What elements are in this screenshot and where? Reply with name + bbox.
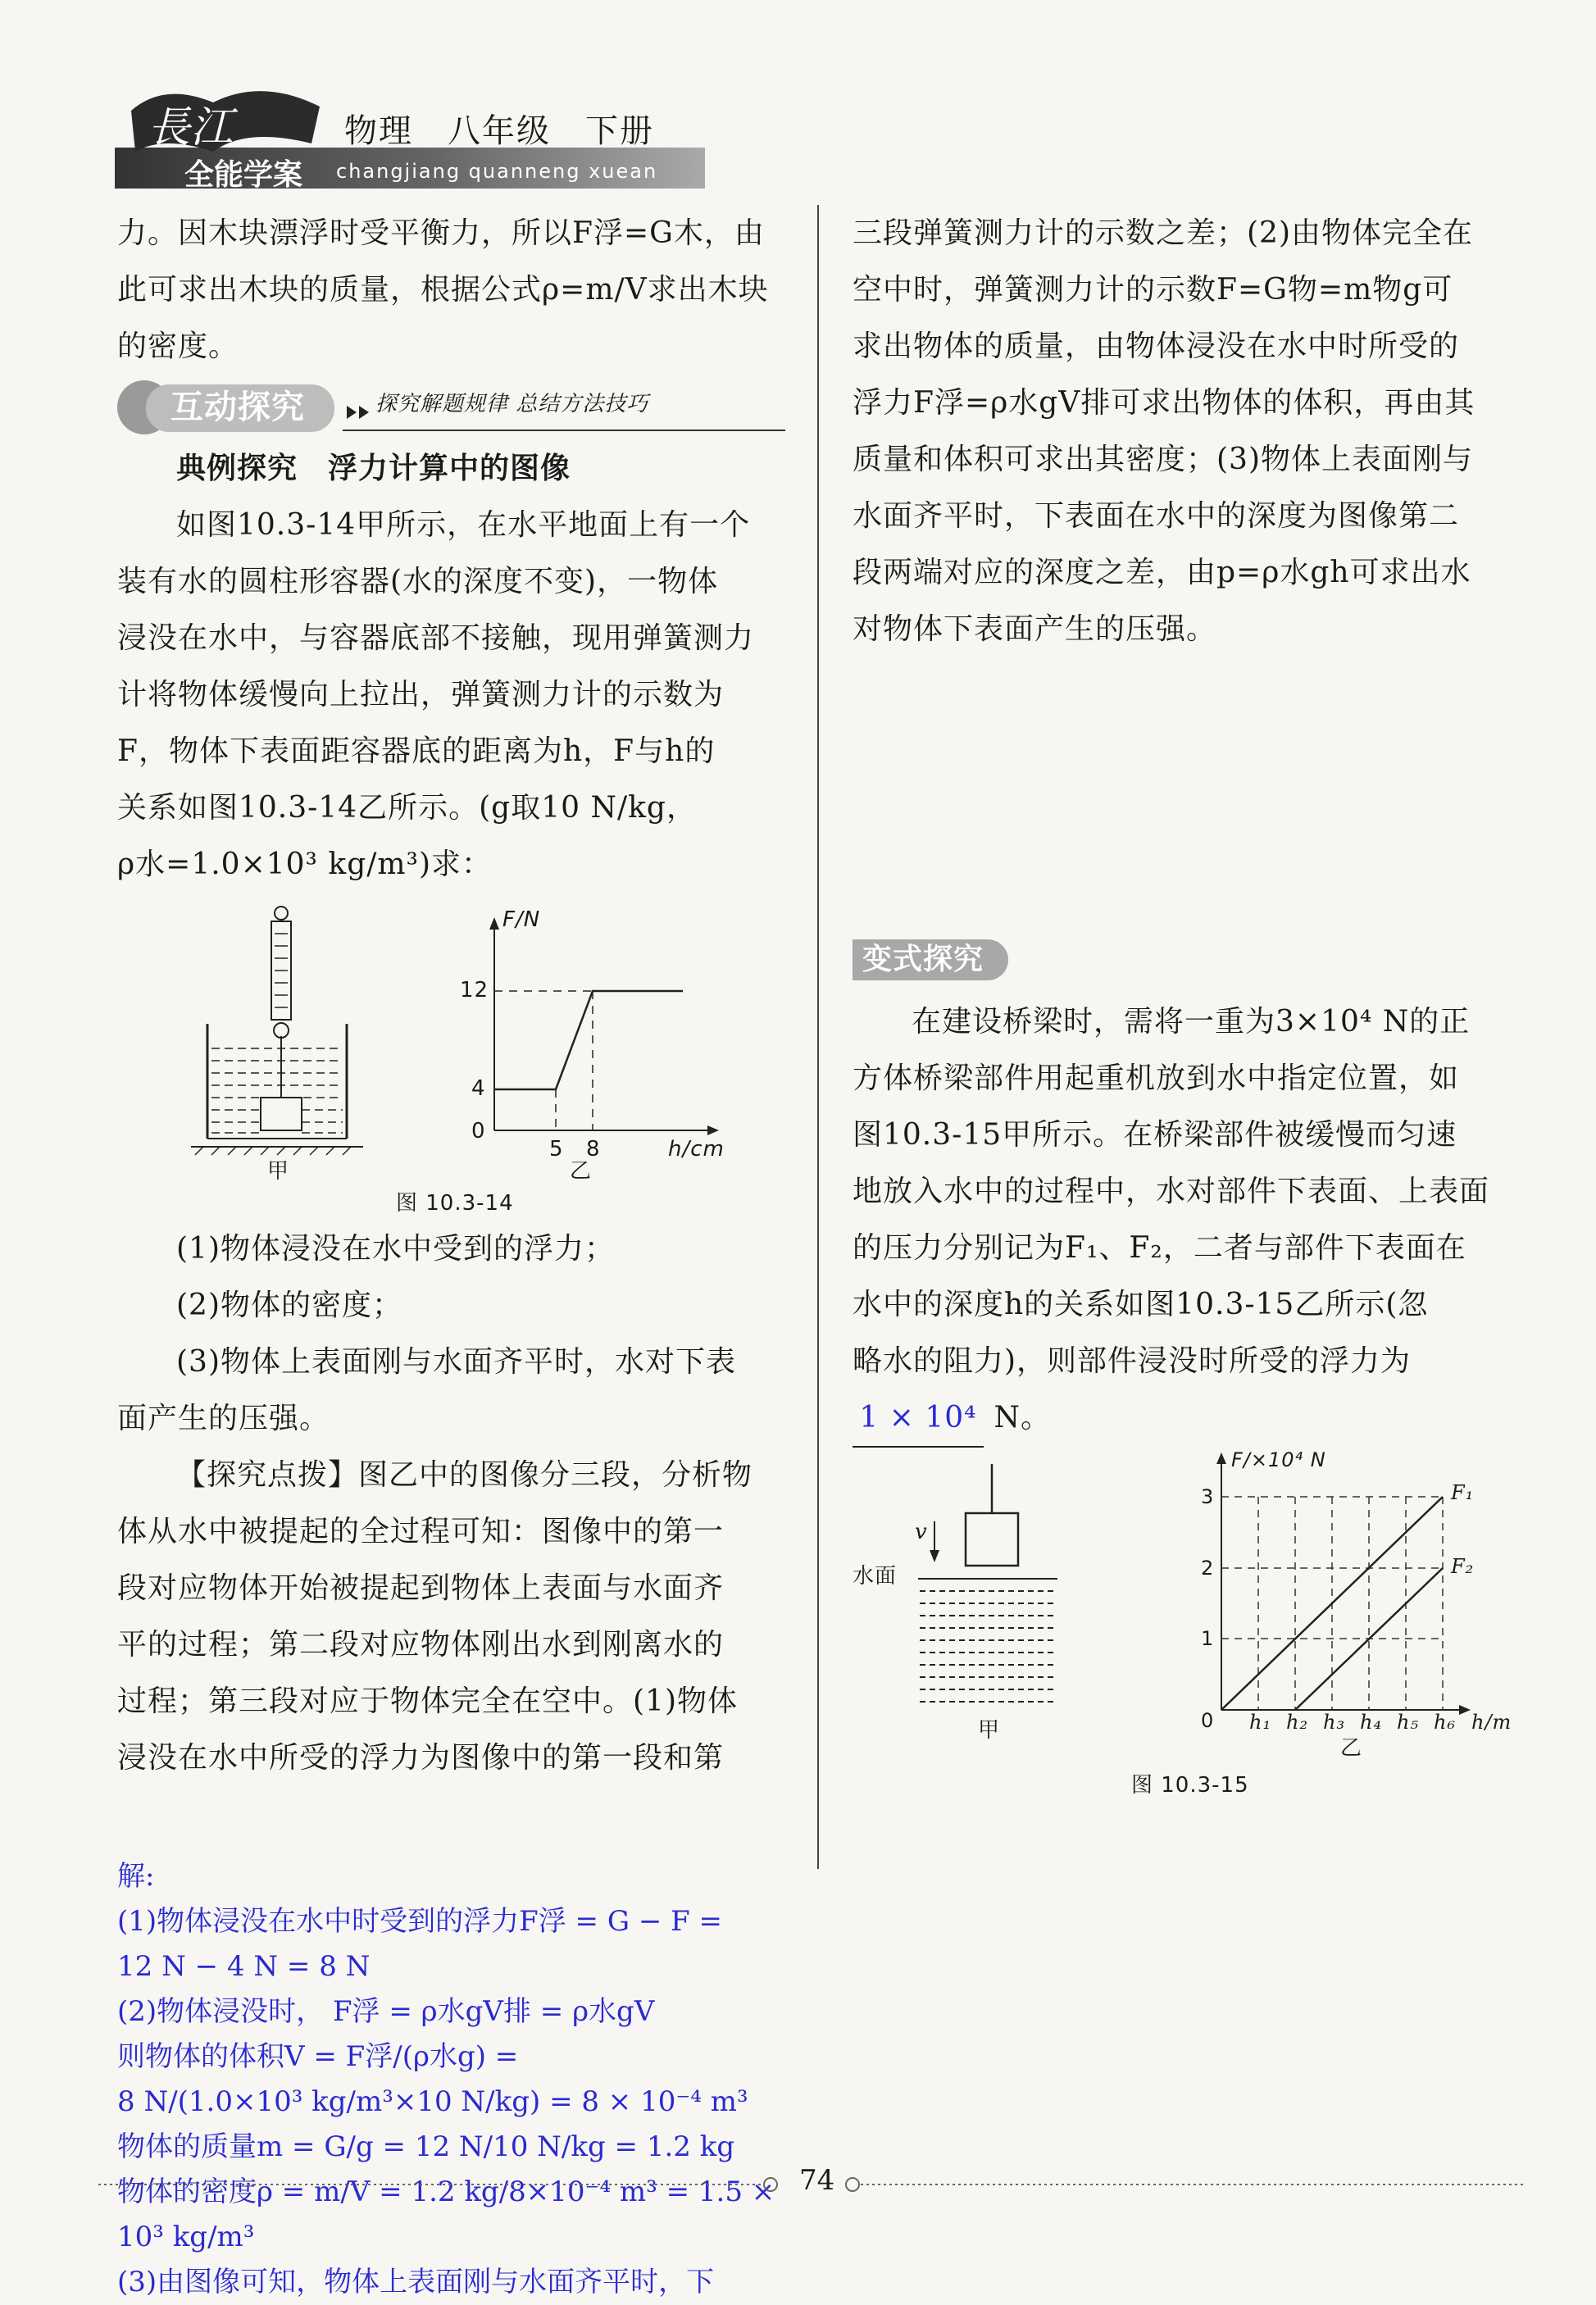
answer-suffix: N。 bbox=[994, 1401, 1051, 1434]
question-line: (2)物体的密度； bbox=[176, 1289, 402, 1322]
variant-line: 略水的阻力)，则部件浸没时所受的浮力为 bbox=[853, 1344, 1412, 1378]
problem-line: 浸没在水中，与容器底部不接触，现用弹簧测力 bbox=[117, 621, 755, 655]
fig15-x-tick: h₄ bbox=[1360, 1711, 1383, 1734]
problem-line: 计将物体缓慢向上拉出，弹簧测力计的示数为 bbox=[117, 678, 725, 712]
answer-blank: 1 × 10⁴ bbox=[853, 1389, 984, 1448]
left-column bbox=[117, 205, 789, 1786]
svg-text:全能学案: 全能学案 bbox=[184, 158, 303, 192]
problem-line: 如图10.3-14甲所示，在水平地面上有一个 bbox=[176, 508, 751, 542]
fig15-y-tick: 3 bbox=[1201, 1485, 1215, 1508]
answer-line: 物体的密度ρ = m/V = 1.2 kg/8×10⁻⁴ m³ = 1.5 × bbox=[117, 2175, 775, 2208]
fig14-y-tick: 0 bbox=[471, 1119, 486, 1143]
question-line: (3)物体上表面刚与水面齐平时，水对下表 bbox=[176, 1345, 736, 1379]
fig15-y-tick: 0 bbox=[1201, 1709, 1215, 1732]
continuation-line: 求出物体的质量，由物体浸没在水中时所受的 bbox=[853, 330, 1460, 363]
question-line: 面产生的压强。 bbox=[117, 1402, 330, 1435]
fig15-y-tick: 2 bbox=[1201, 1557, 1215, 1580]
fig15-x-tick: h₅ bbox=[1397, 1711, 1420, 1734]
fig14-right-label: 乙 bbox=[570, 1159, 593, 1184]
hint-line: 体从水中被提起的全过程可知：图像中的第一 bbox=[117, 1515, 725, 1548]
fig15-x-tick: h₂ bbox=[1286, 1711, 1309, 1734]
fig15-left-label: 甲 bbox=[978, 1718, 1001, 1743]
variant-line: 地放入水中的过程中，水对部件下表面、上表面 bbox=[853, 1175, 1490, 1208]
fig15-right-label: 乙 bbox=[1340, 1736, 1363, 1761]
answer-line: 物体的质量m = G/g = 12 N/10 N/kg = 1.2 kg bbox=[117, 2130, 735, 2163]
answer-line: (2)物体浸没时， F浮 = ρ水gV排 = ρ水gV bbox=[117, 1995, 655, 2028]
spacer bbox=[853, 657, 1533, 928]
hint-line: 浸没在水中所受的浮力为图像中的第一段和第 bbox=[117, 1741, 725, 1775]
variant-line: 在建设桥梁时，需将一重为3×10⁴ N的正 bbox=[912, 1005, 1471, 1039]
intro-line: 力。因木块漂浮时受平衡力，所以F浮=G木，由 bbox=[117, 216, 765, 250]
fig15-velocity-label: v bbox=[915, 1520, 928, 1544]
svg-text:長江: 長江 bbox=[148, 103, 234, 152]
logo-graphic bbox=[115, 78, 336, 193]
fig15-caption: 图 10.3-15 bbox=[1131, 1773, 1249, 1798]
fig14-y-tick: 4 bbox=[471, 1076, 486, 1101]
variant-label: 变式探究 bbox=[862, 943, 984, 976]
example-title: 典例探究 浮力计算中的图像 bbox=[176, 451, 571, 485]
fig14-y-axis-label: F/N bbox=[502, 907, 541, 932]
fig15-line-label-f1: F₁ bbox=[1451, 1481, 1475, 1504]
fig14-x-axis-label: h/cm bbox=[668, 1137, 725, 1162]
fig15-x-tick: h₆ bbox=[1434, 1711, 1457, 1734]
answer-blank-line bbox=[853, 1389, 1533, 1448]
figure-10-3-15-graphic bbox=[853, 1448, 1533, 1808]
fig14-left-label: 甲 bbox=[267, 1159, 290, 1184]
problem-line: 装有水的圆柱形容器(水的深度不变)，一物体 bbox=[117, 565, 719, 598]
answer-line: (3)由图像可知，物体上表面刚与水面齐平时，下 bbox=[117, 2266, 715, 2298]
continuation-line: 浮力F浮=ρ水gV排可求出物体的体积，再由其 bbox=[853, 386, 1476, 420]
variant-line: 水中的深度h的关系如图10.3-15乙所示(忽 bbox=[853, 1288, 1429, 1321]
fig14-caption: 图 10.3-14 bbox=[396, 1191, 514, 1216]
fig15-water-label: 水面 bbox=[853, 1564, 898, 1589]
hint-line: 过程；第三段对应于物体完全在空中。(1)物体 bbox=[117, 1684, 738, 1718]
problem-line: F，物体下表面距容器底的距离为h，F与h的 bbox=[117, 734, 716, 768]
answer-line: 12 N − 4 N = 8 N bbox=[117, 1950, 371, 1983]
variant-line: 方体桥梁部件用起重机放到水中指定位置，如 bbox=[853, 1062, 1460, 1095]
page-number: 74 bbox=[799, 2164, 835, 2197]
problem-line: 关系如图10.3-14乙所示。(g取10 N/kg， bbox=[117, 791, 697, 825]
section-slogan: 探究解题规律 总结方法技巧 bbox=[375, 392, 649, 416]
fig15-y-tick: 1 bbox=[1201, 1627, 1215, 1650]
figure-10-3-14-graphic bbox=[117, 893, 789, 1221]
header-title: 物理 八年级 下册 bbox=[344, 112, 654, 150]
section-label: 互动探究 bbox=[171, 389, 305, 426]
header-pinyin: changjiang quanneng xuean bbox=[336, 160, 658, 183]
intro-line: 的密度。 bbox=[117, 330, 239, 363]
hint-line: 【探究点拨】图乙中的图像分三段，分析物 bbox=[176, 1458, 753, 1492]
question-line: (1)物体浸没在水中受到的浮力； bbox=[176, 1232, 615, 1266]
fig14-y-tick: 12 bbox=[460, 978, 489, 1002]
fig15-x-tick: h₃ bbox=[1323, 1711, 1346, 1734]
problem-line: ρ水=1.0×10³ kg/m³)求： bbox=[117, 848, 493, 881]
answer-line: 8 N/(1.0×10³ kg/m³×10 N/kg) = 8 × 10⁻⁴ m³ bbox=[117, 2085, 748, 2118]
continuation-line: 对物体下表面产生的压强。 bbox=[853, 612, 1217, 646]
hint-line: 平的过程；第二段对应物体刚出水到刚离水的 bbox=[117, 1628, 725, 1662]
fig14-x-tick: 8 bbox=[586, 1137, 601, 1162]
header-logo bbox=[115, 78, 336, 193]
figure-10-3-14 bbox=[117, 893, 789, 1221]
continuation-line: 水面齐平时，下表面在水中的深度为图像第二 bbox=[853, 499, 1460, 533]
continuation-line: 段两端对应的深度之差，由p=ρ水gh可求出水 bbox=[853, 556, 1471, 589]
answer-line: 解: bbox=[117, 1860, 155, 1893]
answer-line: 则物体的体积V = F浮/(ρ水g) = bbox=[117, 2040, 519, 2073]
continuation-line: 空中时，弹簧测力计的示数F=G物=m物g可 bbox=[853, 273, 1453, 307]
continuation-line: 三段弹簧测力计的示数之差；(2)由物体完全在 bbox=[853, 216, 1473, 250]
answer-block bbox=[117, 1854, 806, 2305]
answer-line: (1)物体浸没在水中时受到的浮力F浮 = G − F = bbox=[117, 1905, 723, 1938]
hint-line: 段对应物体开始被提起到物体上表面与水面齐 bbox=[117, 1571, 725, 1605]
fig15-x-axis-label: h/m bbox=[1471, 1711, 1512, 1734]
variant-line: 的压力分别记为F₁、F₂，二者与部件下表面在 bbox=[853, 1231, 1466, 1265]
intro-line: 此可求出木块的质量，根据公式ρ=m/V求出木块 bbox=[117, 273, 769, 307]
figure-10-3-15 bbox=[853, 1448, 1533, 1808]
continuation-line: 质量和体积可求出其密度；(3)物体上表面刚与 bbox=[853, 443, 1473, 476]
right-column bbox=[853, 205, 1533, 1808]
section-banner bbox=[113, 375, 789, 440]
fig14-x-tick: 5 bbox=[549, 1137, 564, 1162]
variant-banner bbox=[853, 928, 1533, 993]
variant-line: 图10.3-15甲所示。在桥梁部件被缓慢而匀速 bbox=[853, 1118, 1457, 1152]
fig15-x-tick: h₁ bbox=[1249, 1711, 1272, 1734]
fig15-line-label-f2: F₂ bbox=[1451, 1555, 1475, 1578]
fig15-y-axis-label: F/×10⁴ N bbox=[1231, 1448, 1326, 1471]
answer-line: 10³ kg/m³ bbox=[117, 2221, 255, 2253]
column-divider bbox=[817, 205, 819, 1869]
